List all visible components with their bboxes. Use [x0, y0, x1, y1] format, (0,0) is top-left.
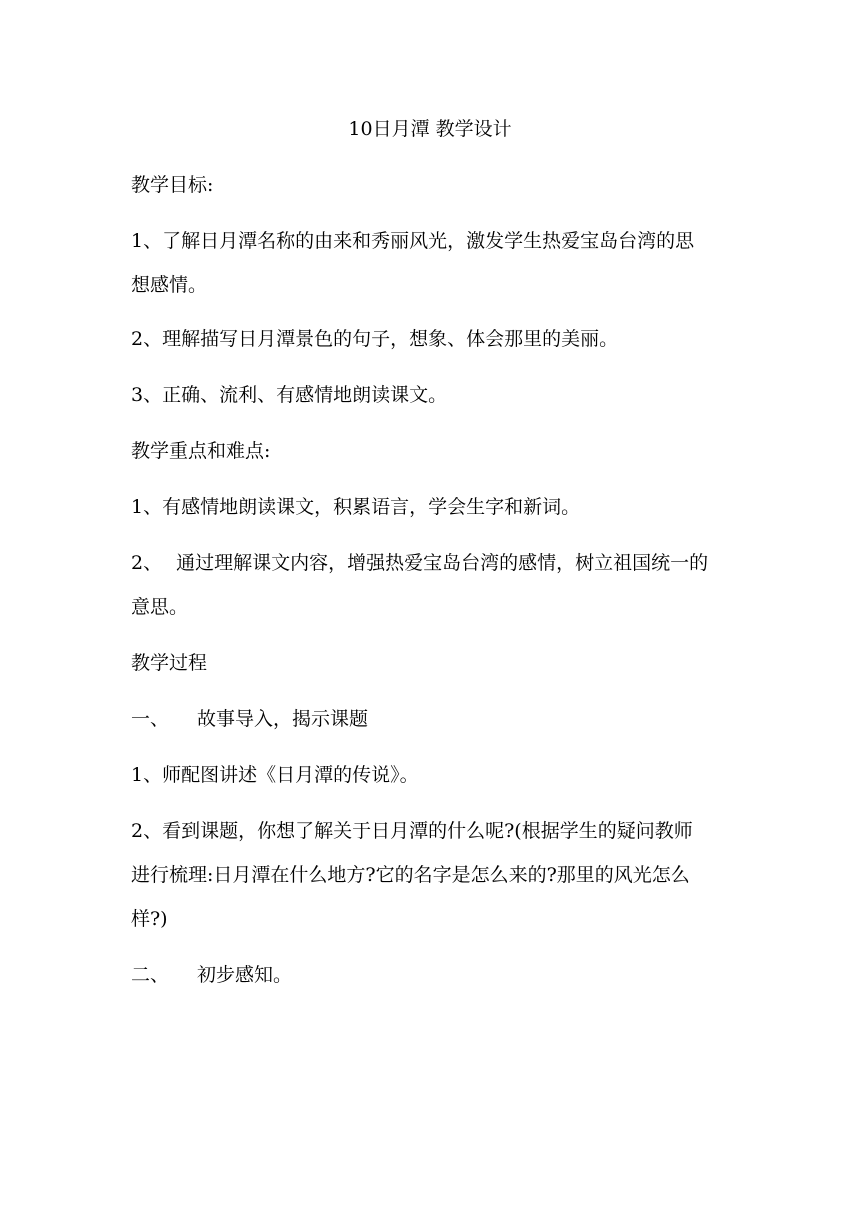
goal-3: 3、正确、流利、有感情地朗读课文。: [131, 384, 448, 406]
step-2-title: 初步感知。: [197, 964, 293, 986]
keypoint-2-text: 通过理解课文内容，增强热爱宝岛台湾的感情，树立祖国统一的: [176, 552, 709, 574]
step-1-item-2-line-3: 样?): [131, 908, 168, 930]
keypoints-heading: 教学重点和难点:: [131, 440, 271, 462]
step-2-prefix: 二、: [131, 964, 170, 986]
document-title: 10日月潭 教学设计: [348, 118, 512, 140]
goal-1-line-2: 想感情。: [131, 274, 208, 296]
goal-1-line-1: 1、了解日月潭名称的由来和秀丽风光，激发学生热爱宝岛台湾的思: [131, 230, 695, 252]
keypoint-2-line-2: 意思。: [131, 596, 189, 618]
step-1-item-2-line-2: 进行梳理:日月潭在什么地方?它的名字是怎么来的?那里的风光怎么: [131, 864, 690, 886]
keypoint-2-line-1: [131, 551, 741, 575]
goal-2: 2、理解描写日月潭景色的句子，想象、体会那里的美丽。: [131, 328, 619, 350]
keypoint-2-prefix: 2、: [131, 552, 163, 574]
step-1-prefix: 一、: [131, 708, 170, 730]
process-heading: 教学过程: [131, 652, 208, 674]
keypoint-1: 1、有感情地朗读课文，积累语言，学会生字和新词。: [131, 496, 581, 518]
step-1-item-1: 1、师配图讲述《日月潭的传说》。: [131, 764, 419, 786]
step-1-title: 故事导入，揭示课题: [197, 708, 369, 730]
step-1-item-2-line-1: 2、看到课题，你想了解关于日月潭的什么呢?(根据学生的疑问教师: [131, 820, 693, 842]
step-1-heading: [131, 707, 741, 731]
step-2-heading: [131, 963, 741, 987]
goals-heading: 教学目标:: [131, 174, 214, 196]
